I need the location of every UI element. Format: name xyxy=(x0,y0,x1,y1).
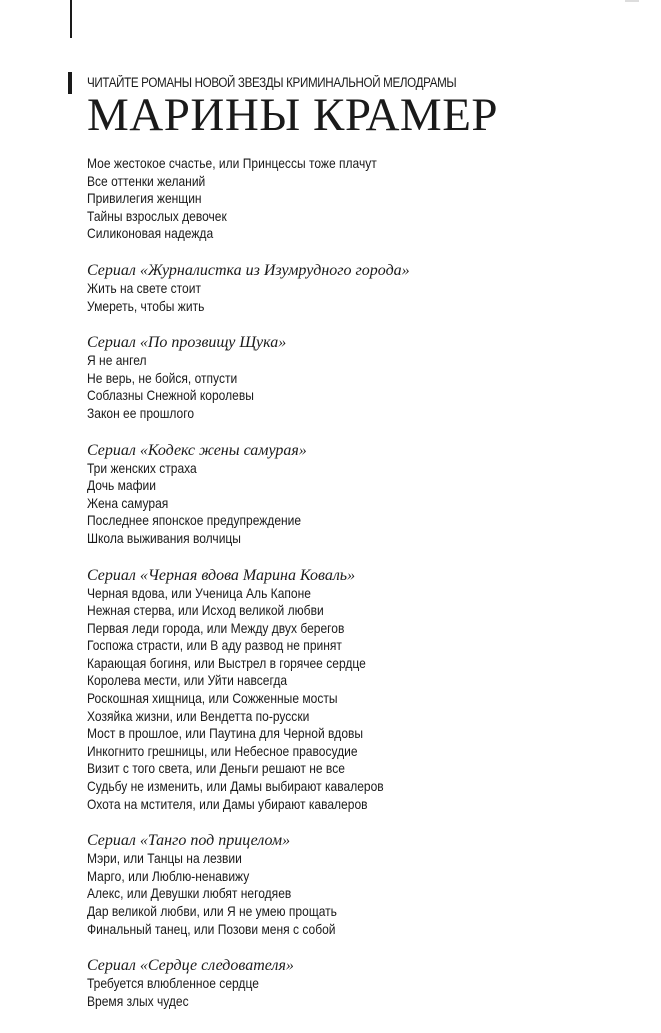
series-book-list xyxy=(87,850,627,938)
book-title: Три женских страха xyxy=(87,459,197,476)
book-title: Карающая богиня, или Выстрел в горячее сердце xyxy=(87,654,366,671)
book-title: Жена самурая xyxy=(87,494,169,511)
book-title: Соблазны Снежной королевы xyxy=(87,387,254,404)
book-title: Хозяйка жизни, или Вендетта по-русски xyxy=(87,707,310,724)
series-section xyxy=(87,566,627,814)
series-section xyxy=(87,261,627,315)
book-title: Дочь мафии xyxy=(87,477,156,494)
book-title: Время злых чудес xyxy=(87,992,189,1009)
book-title: Жить на свете стоит xyxy=(87,279,202,296)
series-book-list xyxy=(87,352,627,422)
book-title: Дар великой любви, или Я не умею прощать xyxy=(87,903,337,919)
series-section xyxy=(87,956,627,1010)
book-title: Все оттенки желаний xyxy=(87,172,206,189)
book-title: Черная вдова, или Ученица Аль Капоне xyxy=(87,584,311,601)
series-title: Сериал «Журналистка из Изумрудного города» xyxy=(87,261,410,279)
author-name: МАРИНЫ КРАМЕР xyxy=(87,89,499,141)
book-title: Я не ангел xyxy=(87,352,147,369)
series-title: Сериал «Сердце следователя» xyxy=(87,957,294,975)
series-title: Сериал «По прозвищу Щука» xyxy=(87,334,287,352)
book-title: Закон ее прошлого xyxy=(87,404,195,421)
series-title: Сериал «Танго под прицелом» xyxy=(87,832,291,850)
book-title: Школа выживания волчицы xyxy=(87,529,241,546)
book-title: Первая леди города, или Между двух берегов xyxy=(87,619,345,636)
series-section xyxy=(87,441,627,548)
book-title: Алекс, или Девушки любят негодяев xyxy=(87,885,292,902)
book-title: Мэри, или Танцы на лезвии xyxy=(87,850,242,867)
book-title: Госпожа страсти, или В аду развод не принят xyxy=(87,637,342,654)
vertical-rule-mark xyxy=(68,72,72,94)
book-title: Охота на мстителя, или Дамы убирают кавалеров xyxy=(87,795,368,812)
book-title: Роскошная хищница, или Сожженные мосты xyxy=(87,690,338,707)
book-title: Визит с того света, или Деньги решают не все xyxy=(87,760,345,777)
series-container xyxy=(87,261,627,1010)
series-book-list xyxy=(87,280,627,315)
book-title: Мое жестокое счастье, или Принцессы тоже плачут xyxy=(87,155,377,171)
eyebrow-heading: ЧИТАЙТЕ РОМАНЫ НОВОЙ ЗВЕЗДЫ КРИМИНАЛЬНОЙ МЕЛОДРАМЫ xyxy=(87,75,457,90)
series-book-list xyxy=(87,975,627,1010)
series-section xyxy=(87,831,627,938)
book-title: Инкогнито грешницы, или Небесное правосудие xyxy=(87,742,358,759)
book-title: Не верь, не бойся, отпусти xyxy=(87,369,238,386)
series-title: Сериал «Кодекс жены самурая» xyxy=(87,441,307,459)
book-title: Финальный танец, или Позови меня с собой xyxy=(87,920,336,937)
book-title: Королева мести, или Уйти навсегда xyxy=(87,672,288,689)
series-book-list xyxy=(87,585,627,814)
standalone-book-list xyxy=(87,155,627,243)
series-section xyxy=(87,333,627,422)
book-title: Судьбу не изменить, или Дамы выбирают кавалеров xyxy=(87,778,384,795)
book-title: Нежная стерва, или Исход великой любви xyxy=(87,602,324,619)
series-title: Сериал «Черная вдова Марина Коваль» xyxy=(87,566,356,584)
series-book-list xyxy=(87,460,627,548)
book-title: Мост в прошлое, или Паутина для Черной вдовы xyxy=(87,725,364,742)
vertical-rule-top xyxy=(70,0,72,38)
book-title: Умереть, чтобы жить xyxy=(87,297,205,314)
book-title: Привилегия женщин xyxy=(87,190,202,207)
book-title: Марго, или Люблю-ненавижу xyxy=(87,867,250,884)
corner-mark xyxy=(625,0,639,2)
book-title: Требуется влюбленное сердце xyxy=(87,975,259,992)
book-title: Последнее японское предупреждение xyxy=(87,512,302,529)
book-title: Силиконовая надежда xyxy=(87,225,214,242)
page-content xyxy=(87,75,627,1010)
book-title: Тайны взрослых девочек xyxy=(87,207,227,224)
